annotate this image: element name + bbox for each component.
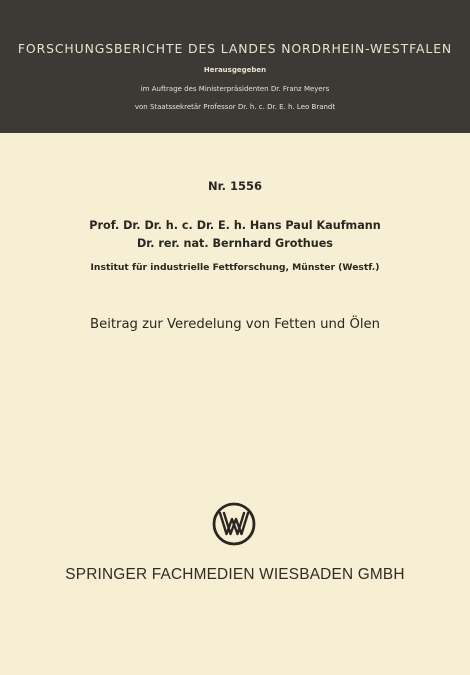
- issue-number: Nr. 1556: [207, 179, 263, 193]
- editor-line-published-by: Herausgegeben: [203, 66, 267, 74]
- cover-header: [0, 0, 470, 133]
- book-title: Beitrag zur Veredelung von Fetten und Ölen: [90, 317, 380, 332]
- author-secondary: Dr. rer. nat. Bernhard Grothues: [137, 237, 333, 250]
- institute-affiliation: Institut für industrielle Fettforschung, Münster (Westf.): [90, 262, 380, 273]
- publisher-name: SPRINGER FACHMEDIEN WIESBADEN GMBH: [65, 566, 405, 583]
- cover-body: [0, 133, 470, 675]
- author-primary: Prof. Dr. Dr. h. c. Dr. E. h. Hans Paul Kaufmann: [89, 219, 381, 232]
- series-title: FORSCHUNGSBERICHTE DES LANDES NORDRHEIN-WESTFALEN: [17, 41, 453, 56]
- springer-publisher-logo-icon: [212, 502, 256, 546]
- editor-line-commission: im Auftrage des Ministerpräsidenten Dr. Franz Meyers: [140, 85, 330, 93]
- editor-line-secretary: von Staatssekretär Professor Dr. h. c. Dr. E. h. Leo Brandt: [134, 103, 336, 111]
